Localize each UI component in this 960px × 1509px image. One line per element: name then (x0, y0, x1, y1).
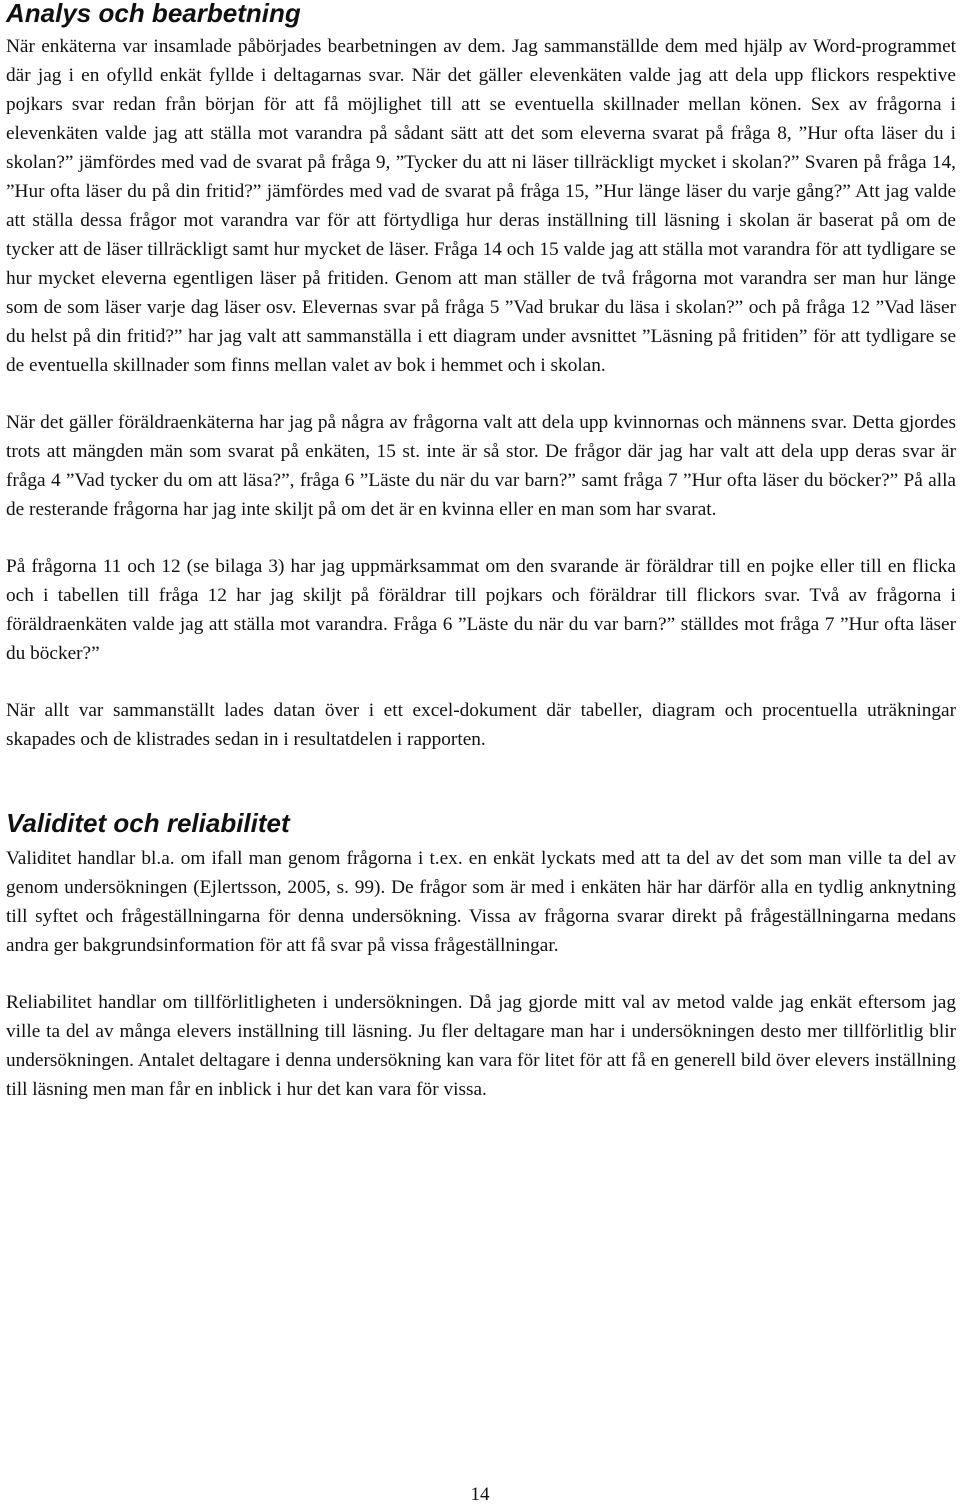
paragraph-validity: Validitet handlar bl.a. om ifall man genom frågorna i t.ex. en enkät lyckats med att ta del av det som man ville ta del av genom undersökningen (Ejlertsson, 2005, s. 99). De frågor som är med i enkäten här har därför alla en tydlig anknytning till syftet och frågeställningarna för denna undersökning. Vissa av frågorna svarar direkt på frågeställningarna medans andra ger bakgrundsinformation för att få svar på vissa frågeställningar. (6, 848, 956, 956)
heading-validity: Validitet och reliabilitet (6, 808, 290, 838)
heading-analysis: Analys och bearbetning (6, 0, 301, 28)
paragraph-parent-survey: När det gäller föräldraenkäterna har jag på några av frågorna valt att dela upp kvinnornas och männens svar. Detta gjordes trots att mängden män som svarat på enkäten, 15 st. inte är så stor. De frågor där jag har valt att dela upp deras svar är fråga 4 ”Vad tycker du om att läsa?”, fråga 6 ”Läste du när du var barn?” samt fråga 7 ”Hur ofta läser du böcker?” På alla de resterande frågorna har jag inte skiljt på om det är en kvinna eller en man som har svarat. (6, 412, 956, 520)
paragraph-processing: När enkäterna var insamlade påbörjades bearbetningen av dem. Jag sammanställde dem med hjälp av Word-programmet där jag i en ofylld enkät fyllde i deltagarnas svar. När det gäller elevenkäten valde jag att dela upp flickors respektive pojkars svar redan från början för att få möjlighet till att se eventuella skillnader mellan könen. Sex av frågorna i elevenkäten valde jag att ställa mot varandra på sådant sätt att det som eleverna svarat på fråga 8, ”Hur ofta läser du i skolan?” jämfördes med vad de svarat på fråga 9, ”Tycker du att ni läser tillräckligt mycket i skolan?” Svaren på fråga 14, ”Hur ofta läser du på din fritid?” jämfördes med vad de svarat på fråga 15, ”Hur länge läser du varje gång?” Att jag valde att ställa dessa frågor mot varandra var för att förtydliga hur deras inställning till läsning i skolan är baserat på om de tycker att de läser tillräckligt samt hur mycket de läser. Fråga 14 och 15 valde jag att ställa mot varandra för att tydligare se hur mycket eleverna egentligen läser på fritiden. Genom att man ställer de två frågorna mot varandra ser man hur länge som de som läser varje dag läser osv. Elevernas svar på fråga 5 ”Vad brukar du läsa i skolan?” och på fråga 12 ”Vad läser du helst på din fritid?” har jag valt att sammanställa i ett diagram under avsnittet ”Läsning på fritiden” för att tydligare se de eventuella skillnader som finns mellan valet av bok i hemmet och i skolan. (6, 36, 956, 376)
paragraph-excel: När allt var sammanställt lades datan över i ett excel-dokument där tabeller, diagram och procentuella uträkningar skapades och de klistrades sedan in i resultatdelen i rapporten. (6, 700, 956, 750)
paragraph-reliability: Reliabilitet handlar om tillförlitligheten i undersökningen. Då jag gjorde mitt val av metod valde jag enkät eftersom jag ville ta del av många elevers inställning till läsning. Ju fler deltagare man har i undersökningen desto mer tillförlitlig blir undersökningen. Antalet deltagare i denna undersökning kan vara för litet för att få en generell bild över elevers inställning till läsning men man får en inblick i hur det kan vara för vissa. (6, 992, 956, 1100)
page-number: 14 (470, 1484, 490, 1505)
paragraph-questions-11-12: På frågorna 11 och 12 (se bilaga 3) har jag uppmärksammat om den svarande är föräldrar till en pojke eller till en flicka och i tabellen till fråga 12 har jag skiljt på föräldrar till pojkars och föräldrar till flickors svar. Två av frågorna i föräldraenkäten valde jag att ställa mot varandra. Fråga 6 ”Läste du när du var barn?” ställdes mot fråga 7 ”Hur ofta läser du böcker?” (6, 556, 956, 664)
document-page (6, 0, 956, 1104)
